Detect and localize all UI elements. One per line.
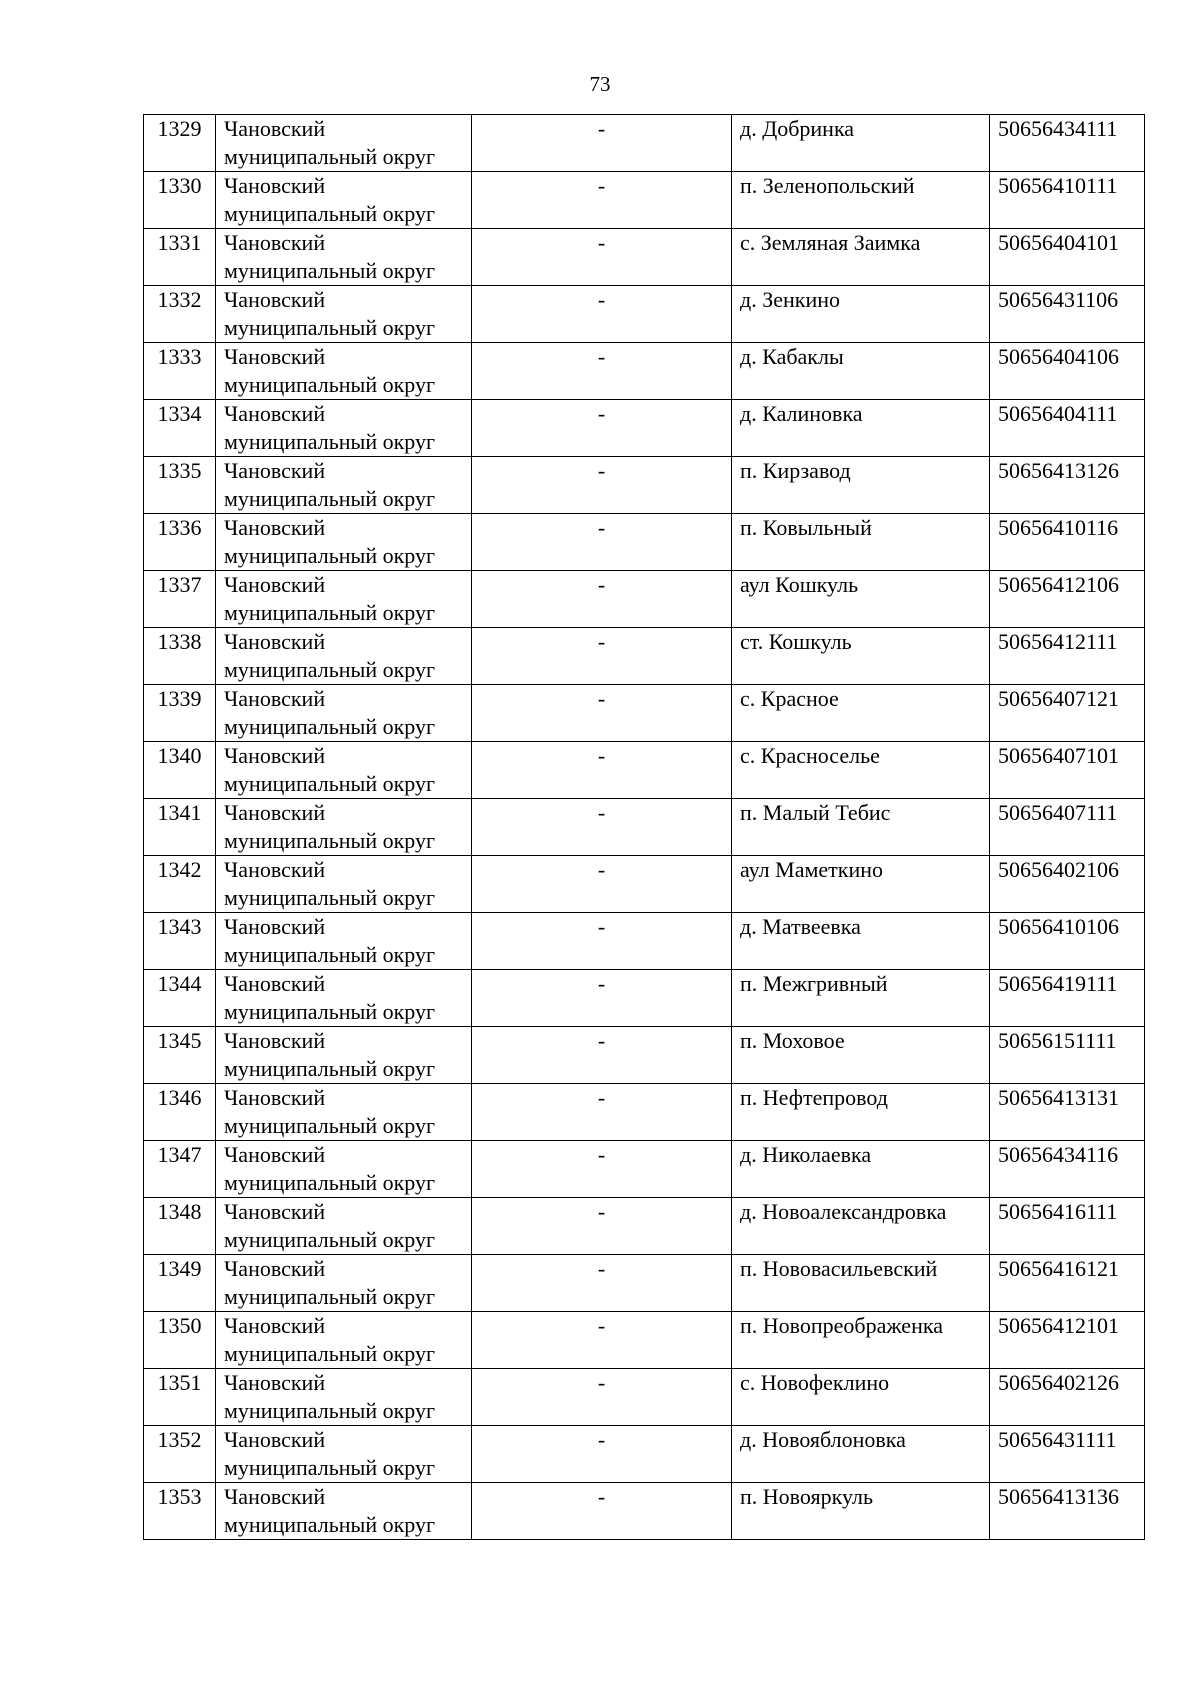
subdivision-cell: - [472,514,732,571]
district-type-line: муниципальный округ [224,429,436,454]
table-row [144,970,1145,1027]
oktmo-code-cell: 50656407111 [990,799,1145,856]
district-type-line: муниципальный округ [224,1455,436,1480]
district-name-line: Чановский [224,1484,326,1509]
table-row [144,1141,1145,1198]
row-number-cell: 1342 [144,856,216,913]
district-cell [216,1426,472,1483]
district-type-line: муниципальный округ [224,315,436,340]
district-type-line: муниципальный округ [224,201,436,226]
oktmo-code-cell: 50656412101 [990,1312,1145,1369]
row-number-cell: 1329 [144,115,216,172]
subdivision-cell: - [472,970,732,1027]
row-number-cell: 1345 [144,1027,216,1084]
table-row [144,1483,1145,1540]
oktmo-code-cell: 50656416121 [990,1255,1145,1312]
oktmo-code-cell: 50656402126 [990,1369,1145,1426]
subdivision-cell: - [472,1369,732,1426]
oktmo-code-cell: 50656410116 [990,514,1145,571]
settlement-name-cell: п. Нововасильевский [732,1255,990,1312]
oktmo-code-cell: 50656413131 [990,1084,1145,1141]
district-name-line: Чановский [224,344,326,369]
subdivision-cell: - [472,1084,732,1141]
district-cell [216,685,472,742]
oktmo-code-cell: 50656404111 [990,400,1145,457]
district-type-line: муниципальный округ [224,1056,436,1081]
subdivision-cell: - [472,742,732,799]
district-cell [216,1255,472,1312]
district-cell [216,799,472,856]
district-name-line: Чановский [224,116,326,141]
row-number-cell: 1336 [144,514,216,571]
subdivision-cell: - [472,856,732,913]
row-number-cell: 1339 [144,685,216,742]
settlement-name-cell: п. Моховое [732,1027,990,1084]
district-cell [216,172,472,229]
district-name-line: Чановский [224,515,326,540]
row-number-cell: 1343 [144,913,216,970]
settlement-name-cell: д. Добринка [732,115,990,172]
district-type-line: муниципальный округ [224,657,436,682]
subdivision-cell: - [472,1198,732,1255]
subdivision-cell: - [472,1312,732,1369]
settlement-name-cell: п. Нефтепровод [732,1084,990,1141]
district-type-line: муниципальный округ [224,600,436,625]
district-cell [216,286,472,343]
district-name-line: Чановский [224,857,326,882]
table-row [144,115,1145,172]
row-number-cell: 1348 [144,1198,216,1255]
district-type-line: муниципальный округ [224,258,436,283]
table-row [144,286,1145,343]
table-row [144,1369,1145,1426]
table-row [144,457,1145,514]
district-cell [216,229,472,286]
row-number-cell: 1330 [144,172,216,229]
district-type-line: муниципальный округ [224,771,436,796]
district-cell [216,1027,472,1084]
table-row [144,685,1145,742]
district-name-line: Чановский [224,629,326,654]
oktmo-code-cell: 50656413136 [990,1483,1145,1540]
settlement-name-cell: п. Зеленопольский [732,172,990,229]
oktmo-code-cell: 50656410106 [990,913,1145,970]
settlement-name-cell: аул Кошкуль [732,571,990,628]
oktmo-code-cell: 50656431106 [990,286,1145,343]
district-type-line: муниципальный округ [224,1341,436,1366]
district-cell [216,1141,472,1198]
settlements-table-body [144,115,1145,1540]
district-type-line: муниципальный округ [224,1113,436,1138]
row-number-cell: 1334 [144,400,216,457]
district-cell [216,970,472,1027]
table-row [144,1312,1145,1369]
district-type-line: муниципальный округ [224,942,436,967]
row-number-cell: 1332 [144,286,216,343]
settlement-name-cell: д. Матвеевка [732,913,990,970]
district-name-line: Чановский [224,230,326,255]
subdivision-cell: - [472,799,732,856]
oktmo-code-cell: 50656434111 [990,115,1145,172]
oktmo-code-cell: 50656431111 [990,1426,1145,1483]
subdivision-cell: - [472,400,732,457]
row-number-cell: 1337 [144,571,216,628]
table-row [144,229,1145,286]
oktmo-code-cell: 50656407121 [990,685,1145,742]
settlement-name-cell: д. Новоалександровка [732,1198,990,1255]
district-cell [216,628,472,685]
settlement-name-cell: п. Новояркуль [732,1483,990,1540]
district-type-line: муниципальный округ [224,543,436,568]
row-number-cell: 1352 [144,1426,216,1483]
row-number-cell: 1346 [144,1084,216,1141]
settlement-name-cell: д. Калиновка [732,400,990,457]
settlement-name-cell: п. Новопреображенка [732,1312,990,1369]
row-number-cell: 1341 [144,799,216,856]
subdivision-cell: - [472,286,732,343]
settlement-name-cell: п. Ковыльный [732,514,990,571]
oktmo-code-cell: 50656434116 [990,1141,1145,1198]
subdivision-cell: - [472,229,732,286]
row-number-cell: 1333 [144,343,216,400]
district-type-line: муниципальный округ [224,828,436,853]
district-type-line: муниципальный округ [224,372,436,397]
district-name-line: Чановский [224,1142,326,1167]
oktmo-code-cell: 50656412111 [990,628,1145,685]
district-cell [216,457,472,514]
subdivision-cell: - [472,571,732,628]
oktmo-code-cell: 50656413126 [990,457,1145,514]
settlement-name-cell: п. Межгривный [732,970,990,1027]
row-number-cell: 1335 [144,457,216,514]
district-type-line: муниципальный округ [224,1227,436,1252]
district-name-line: Чановский [224,914,326,939]
subdivision-cell: - [472,343,732,400]
subdivision-cell: - [472,628,732,685]
district-cell [216,514,472,571]
settlement-name-cell: д. Новояблоновка [732,1426,990,1483]
table-row [144,799,1145,856]
table-row [144,628,1145,685]
table-row [144,1426,1145,1483]
table-row [144,1084,1145,1141]
settlements-table [143,114,1145,1540]
district-type-line: муниципальный округ [224,999,436,1024]
row-number-cell: 1338 [144,628,216,685]
oktmo-code-cell: 50656407101 [990,742,1145,799]
district-name-line: Чановский [224,1199,326,1224]
oktmo-code-cell: 50656402106 [990,856,1145,913]
settlement-name-cell: п. Кирзавод [732,457,990,514]
district-cell [216,115,472,172]
district-cell [216,856,472,913]
settlement-name-cell: с. Красное [732,685,990,742]
settlement-name-cell: с. Земляная Заимка [732,229,990,286]
settlement-name-cell: ст. Кошкуль [732,628,990,685]
district-type-line: муниципальный округ [224,486,436,511]
row-number-cell: 1353 [144,1483,216,1540]
district-cell [216,742,472,799]
district-type-line: муниципальный округ [224,1398,436,1423]
district-cell [216,1483,472,1540]
table-row [144,514,1145,571]
table-row [144,742,1145,799]
district-name-line: Чановский [224,1256,326,1281]
district-cell [216,1369,472,1426]
district-type-line: муниципальный округ [224,885,436,910]
row-number-cell: 1340 [144,742,216,799]
district-name-line: Чановский [224,458,326,483]
row-number-cell: 1350 [144,1312,216,1369]
district-type-line: муниципальный округ [224,1512,436,1537]
district-name-line: Чановский [224,971,326,996]
table-row [144,172,1145,229]
district-name-line: Чановский [224,743,326,768]
district-name-line: Чановский [224,1085,326,1110]
table-row [144,571,1145,628]
district-name-line: Чановский [224,1370,326,1395]
district-cell [216,571,472,628]
subdivision-cell: - [472,1255,732,1312]
district-type-line: муниципальный округ [224,1284,436,1309]
table-row [144,1027,1145,1084]
table-row [144,856,1145,913]
subdivision-cell: - [472,457,732,514]
subdivision-cell: - [472,115,732,172]
district-name-line: Чановский [224,401,326,426]
oktmo-code-cell: 50656410111 [990,172,1145,229]
row-number-cell: 1349 [144,1255,216,1312]
oktmo-code-cell: 50656416111 [990,1198,1145,1255]
settlement-name-cell: аул Маметкино [732,856,990,913]
district-cell [216,1198,472,1255]
row-number-cell: 1344 [144,970,216,1027]
settlement-name-cell: с. Красноселье [732,742,990,799]
district-cell [216,1312,472,1369]
settlement-name-cell: д. Кабаклы [732,343,990,400]
table-row [144,913,1145,970]
district-name-line: Чановский [224,572,326,597]
district-name-line: Чановский [224,1028,326,1053]
page-number: 73 [589,72,611,96]
subdivision-cell: - [472,1483,732,1540]
subdivision-cell: - [472,1141,732,1198]
oktmo-code-cell: 50656151111 [990,1027,1145,1084]
district-name-line: Чановский [224,686,326,711]
district-cell [216,400,472,457]
subdivision-cell: - [472,685,732,742]
district-type-line: муниципальный округ [224,714,436,739]
table-row [144,1198,1145,1255]
row-number-cell: 1331 [144,229,216,286]
district-name-line: Чановский [224,173,326,198]
district-cell [216,343,472,400]
table-row [144,343,1145,400]
table-row [144,400,1145,457]
district-name-line: Чановский [224,287,326,312]
oktmo-code-cell: 50656419111 [990,970,1145,1027]
settlement-name-cell: д. Зенкино [732,286,990,343]
subdivision-cell: - [472,1426,732,1483]
district-type-line: муниципальный округ [224,144,436,169]
subdivision-cell: - [472,913,732,970]
subdivision-cell: - [472,1027,732,1084]
settlement-name-cell: д. Николаевка [732,1141,990,1198]
row-number-cell: 1347 [144,1141,216,1198]
row-number-cell: 1351 [144,1369,216,1426]
district-name-line: Чановский [224,800,326,825]
district-cell [216,1084,472,1141]
district-cell [216,913,472,970]
table-row [144,1255,1145,1312]
district-type-line: муниципальный округ [224,1170,436,1195]
settlement-name-cell: п. Малый Тебис [732,799,990,856]
district-name-line: Чановский [224,1427,326,1452]
subdivision-cell: - [472,172,732,229]
oktmo-code-cell: 50656412106 [990,571,1145,628]
oktmo-code-cell: 50656404106 [990,343,1145,400]
oktmo-code-cell: 50656404101 [990,229,1145,286]
district-name-line: Чановский [224,1313,326,1338]
settlement-name-cell: с. Новофеклино [732,1369,990,1426]
